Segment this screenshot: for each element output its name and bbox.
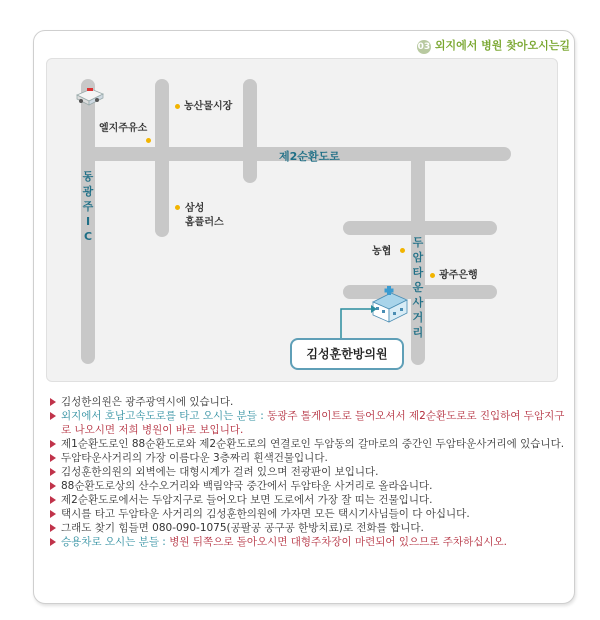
samsung-label-line1: 삼성 <box>185 203 205 214</box>
bullet-arrow-icon <box>50 496 56 504</box>
gas-station-label: 엘지주유소 <box>99 123 148 134</box>
note-text: 제1순환도로인 88순환도로와 제2순환도로의 연결로인 두암동의 갈마로의 중간인 두암타운사거리에 있습니다. <box>61 438 565 450</box>
directions-notes <box>50 395 570 549</box>
bullet-arrow-icon <box>50 468 56 476</box>
note-text: 그래도 찾기 힘들면 080-090-1075(공팔공 공구공 한방치료)로 전화를 합니다. <box>61 522 424 534</box>
nonghyup-marker <box>400 248 405 253</box>
bullet-arrow-icon <box>50 510 56 518</box>
ring2-road-label: 제2순환도로 <box>279 150 340 163</box>
gas-station-marker <box>146 138 151 143</box>
bank-label: 광주은행 <box>439 270 478 281</box>
direction-note <box>50 437 570 451</box>
nonghyup-label: 농협 <box>372 246 392 257</box>
direction-note <box>50 521 570 535</box>
section-header <box>417 37 570 54</box>
note-text: 김성한의원은 광주광역시에 있습니다. <box>61 396 234 408</box>
note-text: 외지에서 호남고속도로를 타고 오시는 분들 : <box>61 410 268 422</box>
direction-note <box>50 465 570 479</box>
note-text: 동광주 톨게이트로 들어오셔서 제2순환도로로 진입하여 두암지구로 나오시면 저희 병원이 바로 보입니다. <box>61 410 565 436</box>
note-text: 택시를 타고 두암타운 사거리의 김성훈한의원에 가자면 모든 택시기사님들이 다 아십니다. <box>61 508 470 520</box>
section-title: 외지에서 병원 찾아오시는길 <box>434 39 570 52</box>
note-text: 김성훈한의원의 외벽에는 대형시계가 걸려 있으며 전광판이 보입니다. <box>61 466 379 478</box>
note-text: 88순환도로상의 산수오거리와 백림약국 중간에서 두암타운 사거리로 올라옵니다. <box>61 480 433 492</box>
ic-road-label: 동광주IC <box>82 170 94 243</box>
direction-note <box>50 493 570 507</box>
bullet-arrow-icon <box>50 398 56 406</box>
destination-label: 김성훈한방의원 <box>290 338 404 370</box>
section-number-badge: 03 <box>417 42 431 52</box>
direction-note <box>50 507 570 521</box>
samsung-label-line2: 홈플러스 <box>185 217 224 228</box>
note-text: 두암타운사거리의 가장 이름다운 3층짜리 흰색건물입니다. <box>61 452 328 464</box>
direction-note <box>50 451 570 465</box>
bullet-arrow-icon <box>50 454 56 462</box>
road-upper-east <box>343 221 497 235</box>
note-text: 병원 뒤쪽으로 돌아오시면 대형주차장이 마련되어 있으므로 주차하십시오. <box>169 536 507 548</box>
market-label: 농산물시장 <box>184 101 233 112</box>
note-text: 승용차로 오시는 분들 : <box>61 536 170 548</box>
bank-marker <box>430 273 435 278</box>
road-right-short-vertical <box>243 79 257 183</box>
direction-note <box>50 395 570 409</box>
bullet-arrow-icon <box>50 538 56 546</box>
location-map <box>46 58 558 382</box>
market-marker <box>175 104 180 109</box>
samsung-marker <box>175 205 180 210</box>
direction-note <box>50 535 570 549</box>
bullet-arrow-icon <box>50 524 56 532</box>
direction-note <box>50 409 570 437</box>
bullet-arrow-icon <box>50 440 56 448</box>
note-text: 제2순환도로에서는 두암지구로 들어오다 보면 도로에서 가장 잘 띠는 건물입니다. <box>61 494 433 506</box>
bullet-arrow-icon <box>50 412 56 420</box>
intersection-road-label: 두암타운사거리 <box>412 236 424 339</box>
direction-note <box>50 479 570 493</box>
ambulance-icon <box>75 85 105 107</box>
bullet-arrow-icon <box>50 482 56 490</box>
